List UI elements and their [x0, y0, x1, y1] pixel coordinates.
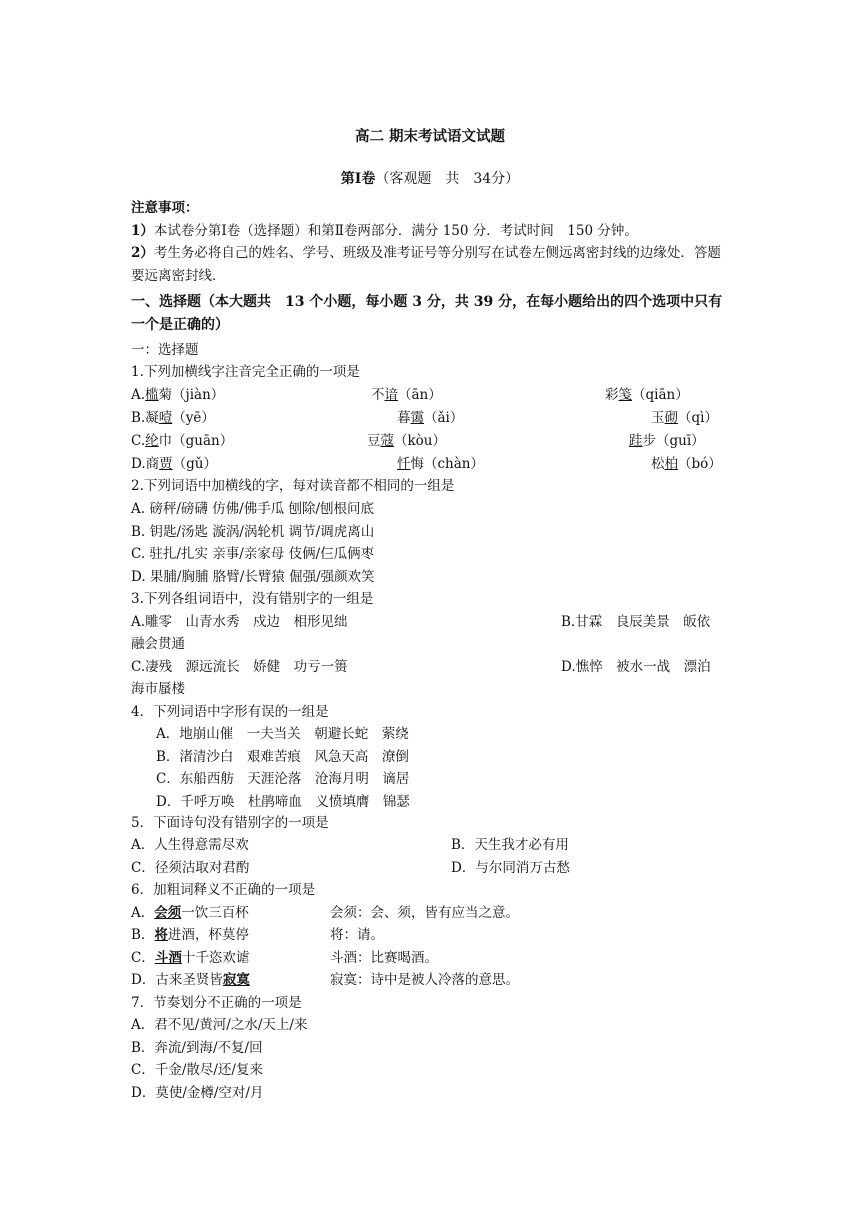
- option-explanation: 寂寞：诗中是被人冷落的意思。: [330, 972, 519, 988]
- question-2-option-c: C. 驻扎/扎实 亲事/亲家母 伎俩/仨瓜俩枣: [131, 546, 375, 562]
- question-5-option-d: D．与尔同消万古愁: [451, 860, 570, 876]
- question-2-stem: 2.下列词语中加横线的字，每对读音都不相同的一组是: [131, 478, 455, 494]
- question-6-option-c: [131, 946, 731, 968]
- question-1-option-d: [131, 452, 731, 474]
- option-part-3: 松柏（bó）: [651, 456, 722, 472]
- question-4-option-c: C．东船西舫 天涯沦落 沧海月明 谪居: [156, 771, 410, 787]
- section-subheading: 一：选择题: [131, 342, 199, 358]
- section-heading: 一、选择题（本大题共 13 个小题，每小题 3 分，共 39 分，在每小题给出的四个选项中只有一个是正确的）: [131, 294, 723, 333]
- option-part-3: 彩笺（qiān）: [605, 387, 689, 403]
- question-1-option-a: [131, 383, 731, 405]
- question-5-option-a: A．人生得意需尽欢: [131, 837, 249, 853]
- option-explanation: 斗酒：比赛喝酒。: [330, 950, 438, 966]
- option-sentence: B．将进酒，杯莫停: [131, 927, 249, 943]
- page-title: 高二 期末考试语文试题: [354, 128, 506, 145]
- question-7-option-c: C．千金/散尽/还/复来: [131, 1062, 263, 1078]
- note-1: [131, 219, 638, 239]
- question-7-stem: 7．节奏划分不正确的一项是: [131, 995, 302, 1011]
- option-part-1: A.槛菊（jiàn）: [131, 387, 225, 403]
- note-2-num: 2）: [131, 245, 154, 261]
- option-sentence: D．古来圣贤皆寂寞: [131, 972, 250, 988]
- question-4-stem: 4．下列词语中字形有误的一组是: [131, 704, 329, 720]
- question-7-option-a: A．君不见/黄河/之水/天上/来: [131, 1017, 308, 1033]
- question-3-option-b: B.甘霖 良辰美景 皈依: [561, 614, 711, 630]
- question-7-option-b: B．奔流/到海/不复/回: [131, 1040, 263, 1056]
- question-2-option-d: D. 果脯/胸脯 胳臂/长臂猿 倔强/强颜欢笑: [131, 569, 375, 585]
- question-6-option-a: [131, 901, 731, 923]
- question-3-stem: 3.下列各组词语中，没有错别字的一组是: [131, 591, 374, 607]
- question-5-stem: 5．下面诗句没有错别字的一项是: [131, 815, 329, 831]
- question-5-option-b: B．天生我才必有用: [451, 837, 569, 853]
- part-header: [0, 168, 860, 188]
- option-part-3: 玉砌（qì）: [651, 410, 718, 426]
- question-4-option-d: D．千呼万唤 杜鹃啼血 义愤填膺 锦瑟: [156, 794, 410, 810]
- question-4-option-a: A．地崩山催 一夫当关 朝避长蛇 萦绕: [156, 726, 409, 742]
- part-info: （客观题 共 34分）: [375, 171, 520, 187]
- option-sentence: A．会须一饮三百杯: [131, 905, 249, 921]
- question-1-stem: 1.下列加横线字注音完全正确的一项是: [131, 364, 360, 380]
- note-2: [131, 242, 731, 287]
- option-part-1: C.纶巾（guān）: [131, 433, 234, 449]
- question-5-option-c: C．径须沽取对君酌: [131, 860, 250, 876]
- question-6-stem: 6．加粗词释义不正确的一项是: [131, 882, 316, 898]
- option-part-2: 暮霭（ǎi）: [397, 410, 464, 426]
- question-1-option-c: [131, 429, 731, 451]
- question-7-option-d: D．莫使/金樽/空对/月: [131, 1085, 264, 1101]
- question-1-option-b: [131, 406, 731, 428]
- option-part-2: 忏悔（chàn）: [397, 456, 484, 472]
- part-label: 第Ⅰ卷: [340, 171, 376, 187]
- question-3-option-b-cont: 融会贯通: [131, 636, 185, 652]
- note-2-text: 考生务必将自己的姓名、学号、班级及准考证号等分别写在试卷左侧远离密封线的边缘处．答题要远离密封线．: [131, 245, 721, 284]
- question-3-option-d-cont: 海市蜃楼: [131, 681, 185, 697]
- notes-heading: 注意事项：: [131, 200, 199, 216]
- question-3-option-c: C.凄残 源远流长 娇健 功亏一篑: [131, 659, 348, 675]
- option-part-1: D.商贾（gǔ）: [131, 456, 217, 472]
- note-1-num: 1）: [131, 223, 154, 239]
- option-part-3: 跬步（guī）: [629, 433, 705, 449]
- question-6-option-d: [131, 968, 731, 990]
- question-2-option-b: B. 钥匙/汤匙 漩涡/涡轮机 调节/调虎离山: [131, 524, 375, 540]
- option-explanation: 将：请。: [330, 927, 384, 943]
- question-4-option-b: B．渚清沙白 艰难苦痕 风急天高 潦倒: [156, 749, 409, 765]
- option-part-2: 不谙（ān）: [371, 387, 442, 403]
- note-1-text: 本试卷分第Ⅰ卷（选择题）和第Ⅱ卷两部分．满分 150 分．考试时间 150 分钟。: [153, 223, 638, 239]
- option-explanation: 会须：会、须，皆有应当之意。: [330, 905, 519, 921]
- question-2-option-a: A. 磅秤/磅礴 仿佛/佛手瓜 刨除/刨根问底: [131, 501, 375, 517]
- question-3-option-a: A.雕零 山青水秀 戍边 相形见绌: [131, 614, 348, 630]
- option-part-1: B.凝噎（yē）: [131, 410, 215, 426]
- question-3-option-d: D.憔悴 被水一战 漂泊: [561, 659, 711, 675]
- option-sentence: C．斗酒十千恣欢谑: [131, 950, 250, 966]
- question-6-option-b: [131, 923, 731, 945]
- option-part-2: 豆蔻（kòu）: [367, 433, 447, 449]
